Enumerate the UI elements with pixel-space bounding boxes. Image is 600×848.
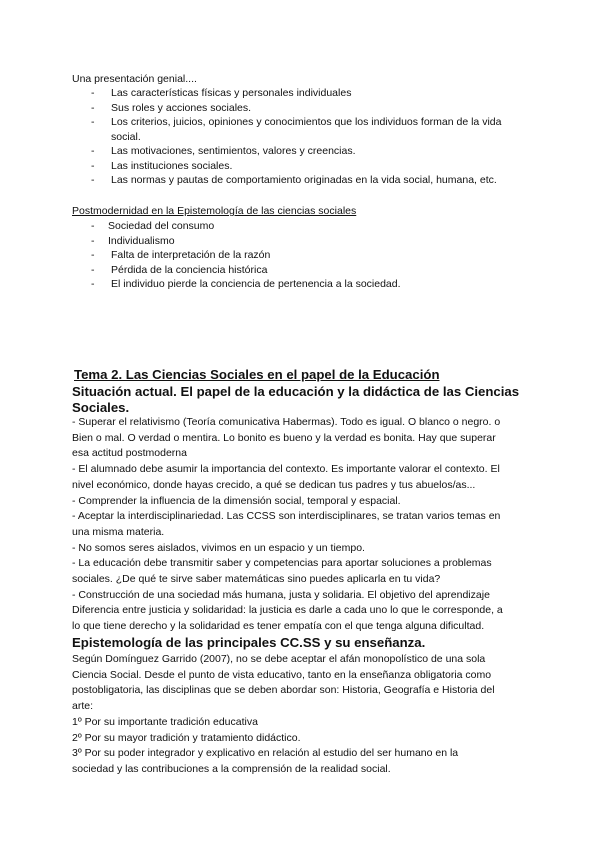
intro-text: Una presentación genial.... bbox=[72, 73, 197, 85]
body-line: lo que tiene derecho y la solidaridad es tener empatía con el que tenga alguna dificultad. bbox=[72, 620, 485, 633]
body-line: - La educación debe transmitir saber y competencias para aportar soluciones a problemas bbox=[72, 557, 492, 570]
body-line: una misma materia. bbox=[72, 525, 165, 538]
body-line: Según Domínguez Garrido (2007), no se debe aceptar el afán monopolístico de una sola bbox=[72, 653, 486, 665]
tema2-subtitle-cont: Sociales. bbox=[72, 400, 130, 415]
body-line: 2º Por su mayor tradición y tratamiento didáctico. bbox=[72, 731, 301, 744]
body-line: - Comprender la influencia de la dimensión social, temporal y espacial. bbox=[72, 494, 401, 507]
list-item: Falta de interpretación de la razón bbox=[111, 249, 271, 261]
body-line: postobligatoria, las disciplinas que se deben abordar son: Historia, Geografía e Historia del bbox=[72, 684, 495, 697]
list-item: Las características físicas y personales individuales bbox=[111, 87, 352, 99]
list-item: Sus roles y acciones sociales. bbox=[111, 101, 252, 114]
body-line: nivel económico, donde hayas crecido, a qué se dedican tus padres y tus abuelos/as... bbox=[72, 478, 476, 491]
list-item: Las instituciones sociales. bbox=[111, 159, 233, 172]
body-line: - Aceptar la interdisciplinariedad. Las CCSS son interdisciplinares, se tratan varios temas en bbox=[72, 510, 501, 523]
list-item: Sociedad del consumo bbox=[108, 220, 215, 232]
body-line: esa actitud postmoderna bbox=[72, 447, 187, 460]
tema2-title: Tema 2. Las Ciencias Sociales en el papel de la Educación bbox=[74, 367, 440, 382]
body-line: sociales. ¿De qué te sirve saber matemáticas sino puedes aplicarla en tu vida? bbox=[72, 573, 441, 586]
body-line: Bien o mal. O verdad o mentira. Lo bonito es bueno y la verdad es bonita. Hay que superar bbox=[72, 431, 496, 444]
body-line: - No somos seres aislados, vivimos en un espacio y un tiempo. bbox=[72, 541, 365, 554]
list-item-continuation: social. bbox=[111, 130, 141, 143]
list-item: El individuo pierde la conciencia de pertenencia a la sociedad. bbox=[111, 278, 401, 290]
list-item: Pérdida de la conciencia histórica bbox=[111, 263, 268, 276]
tema2-body bbox=[72, 415, 532, 635]
list-bullet: - bbox=[91, 174, 95, 186]
list-bullet: - bbox=[91, 87, 95, 99]
body-line: Ciencia Social. Desde el punto de vista educativo, tanto en la enseñanza obligatoria como bbox=[72, 668, 492, 681]
body-line: 1º Por su importante tradición educativa bbox=[72, 715, 258, 728]
list-item: Las motivaciones, sentimientos, valores y creencias. bbox=[111, 145, 356, 157]
body-line: sociedad y las contribuciones a la comprensión de la realidad social. bbox=[72, 762, 391, 775]
body-line: - Construcción de una sociedad más humana, justa y solidaria. El objetivo del aprendizaje bbox=[72, 588, 490, 601]
list-bullet: - bbox=[91, 249, 95, 261]
list-item: Los criterios, juicios, opiniones y conocimientos que los individuos forman de la vida bbox=[111, 116, 502, 128]
body-line: Diferencia entre justicia y solidaridad: la justicia es darle a cada uno lo que le corresponde, a bbox=[72, 604, 503, 617]
body-line: arte: bbox=[72, 700, 94, 713]
list-bullet: - bbox=[91, 234, 95, 247]
epistemologia-body bbox=[72, 652, 532, 778]
list-bullet: - bbox=[91, 278, 95, 290]
list-bullet: - bbox=[91, 116, 95, 128]
list-item: Individualismo bbox=[108, 234, 175, 247]
postmodernidad-heading: Postmodernidad en la Epistemología de las ciencias sociales bbox=[72, 205, 357, 217]
body-line: 3º Por su poder integrador y explicativo en relación al estudio del ser humano en la bbox=[72, 747, 459, 760]
list-bullet: - bbox=[91, 101, 95, 114]
tema2-subtitle: Situación actual. El papel de la educación y la didáctica de las Ciencias bbox=[72, 384, 520, 399]
list-bullet: - bbox=[91, 145, 95, 157]
list-bullet: - bbox=[91, 263, 95, 276]
body-line: - El alumnado debe asumir la importancia del contexto. Es importante valorar el contexto. El bbox=[72, 463, 500, 476]
body-line: - Superar el relativismo (Teoría comunicativa Habermas). Todo es igual. O blanco o negro. o bbox=[72, 416, 501, 428]
list-bullet: - bbox=[91, 220, 95, 232]
list-item: Las normas y pautas de comportamiento originadas en la vida social, humana, etc. bbox=[111, 174, 497, 186]
epistemologia-title: Epistemología de las principales CC.SS y su enseñanza. bbox=[72, 635, 426, 650]
list-bullet: - bbox=[91, 159, 95, 172]
